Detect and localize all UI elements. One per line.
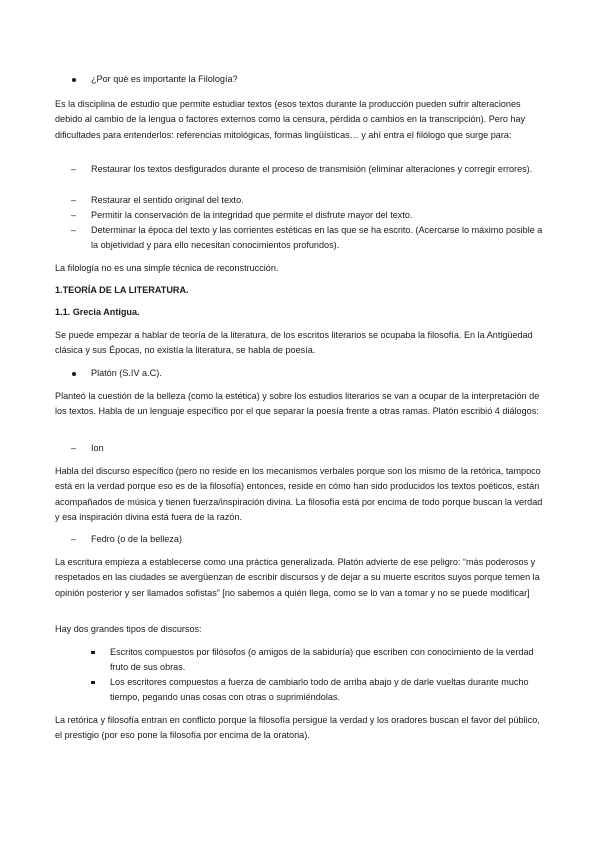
dash-item-text: Restaurar el sentido original del texto. <box>91 195 244 205</box>
dash-item-text: Restaurar los textos desfigurados durante el proceso de transmisión (eliminar alteraciones y corregir errores). <box>91 164 533 174</box>
subsection-heading-grecia: 1.1. Grecia Antigua. <box>55 307 140 317</box>
section-heading-teoria: 1.TEORÍA DE LA LITERATURA. <box>55 285 189 295</box>
dash-marker: – <box>71 443 77 453</box>
paragraph-reconstruccion: La filología no es una simple técnica de reconstrucción. <box>55 263 279 273</box>
dash-item-text: Permitir la conservación de la integridad que permite el disfrute mayor del texto. <box>91 210 413 220</box>
square-bullet-marker <box>91 651 95 655</box>
fedro-text: Fedro (o de la belleza) <box>91 534 182 544</box>
square-bullet-marker <box>91 681 95 685</box>
dash-marker: – <box>71 210 77 220</box>
bullet-dot <box>72 372 76 376</box>
square-item-text: Escritos compuestos por filósofos (o amigos de la sabiduría) que escriben con conocimiento de la verdad fruto de sus obras. <box>110 647 534 673</box>
paragraph-discurso: Habla del discurso específico (pero no reside en los mecanismos verbales porque son los mismo de la retórica, tampoco está en la verdad porque eso es de la filosofía) entonces, reside en cómo han sido producidos los textos poéticos, están acompañados de música y tienen fuerza/inspiración divina. La filosofía está por encima de todo porque buscan la verdad y esa inspiración divina está fuera de la razón. <box>55 466 543 522</box>
dash-item-text: Determinar la época del texto y las corrientes estéticas en las que se ha escrito. (Acercarse lo máximo posible a la objetividad y para ello necesitan conocimientos profundos). <box>91 225 543 251</box>
platon-text: Platón (S.IV a.C). <box>91 368 162 378</box>
paragraph-escritura: La escritura empieza a establecerse como una práctica generalizada. Platón advierte de ese peligro: “más poderosos y respetados en las ciudades se avergüenzan de escribir discursos y de dejar a su muerte escritos suyos porque temen la opinión posterior y ser llamados sofistas” [no sabemos a quién llega, como se lo van a tomar y no se puede modificar] <box>55 557 540 598</box>
paragraph-belleza: Planteó la cuestión de la belleza (como la estética) y sobre los estudios literarios se van a ocupar de la interpretación de los textos. Habla de un lenguaje específico por el que separar la poesía frente a otras ramas. Platón escribió 4 diálogos: <box>55 391 540 417</box>
dash-marker: – <box>71 534 77 544</box>
dash-marker: – <box>71 225 77 235</box>
paragraph-filologia: Es la disciplina de estudio que permite estudiar textos (esos textos durante la producción pueden sufrir alteraciones debido al cambio de la lengua o factores externos como la censura, pérdida o cambios en la transcripción). Pero hay dificultades para entenderlos: referencias mitológicas, formas lingüísticas… y ahí entra el filólogo que surge para: <box>55 99 526 140</box>
square-item-text: Los escritores compuestos a fuerza de cambiarlo todo de arriba abajo y de darle vueltas durante mucho tiempo, pegando unas cosas con otras o suprimiéndolas. <box>110 677 529 703</box>
ion-text: Ion <box>91 443 104 453</box>
paragraph-antiguedad: Se puede empezar a hablar de teoría de la literatura, de los escritos literarios se ocupaba la filosofía. En la Antigüedad clásica y sus Épocas, no existía la literatura, se habla de poesía. <box>55 330 533 356</box>
dash-marker: – <box>71 164 77 174</box>
paragraph-retorica: La retórica y filosofía entran en conflicto porque la filosofía persigue la verdad y los oradores buscan el favor del público, el prestigio (por eso pone la filosofía por encima de la oratoria). <box>55 715 540 741</box>
paragraph-tipos-discursos: Hay dos grandes tipos de discursos: <box>55 624 202 634</box>
dash-marker: – <box>71 195 77 205</box>
bullet-dot <box>72 78 76 82</box>
question-text: ¿Por qué es importante la Filología? <box>91 74 238 84</box>
